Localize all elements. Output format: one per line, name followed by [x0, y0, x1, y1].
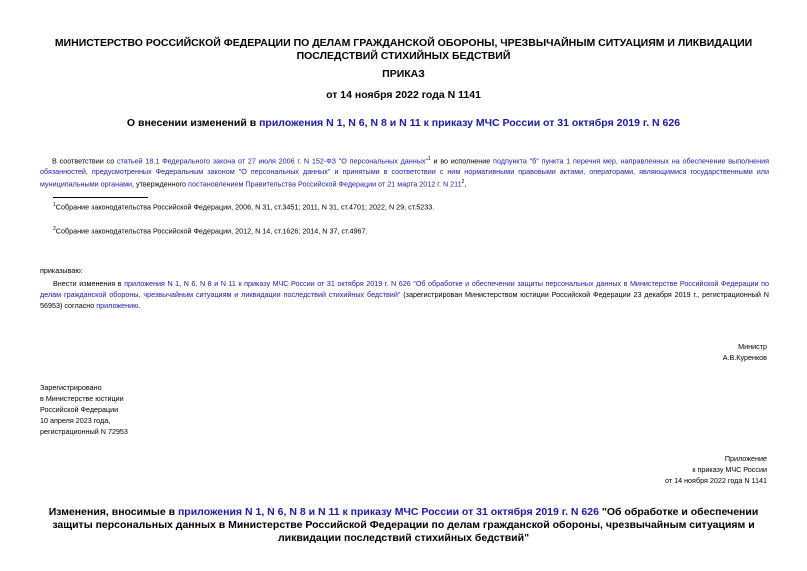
registration-line: Зарегистрировано — [40, 383, 102, 392]
footnote-1 — [53, 202, 434, 211]
preamble-text-3: , утвержденного — [132, 179, 189, 189]
order-link-appendix[interactable]: приложению — [96, 301, 139, 310]
order-paragraph — [40, 278, 769, 311]
preamble-text-2: и во исполнение — [430, 156, 494, 166]
registration-block — [40, 382, 128, 437]
preamble-text-4: , — [464, 179, 467, 189]
order-keyword: приказываю: — [40, 266, 83, 275]
footnote-2-text: Собрание законодательства Российской Федерации, 2012, N 14, ст.1626; 2014, N 37, ст.4967. — [55, 226, 368, 236]
appendix-line: от 14 ноября 2022 года N 1141 — [664, 476, 767, 485]
footnote-2-mark: 2 — [53, 226, 56, 232]
preamble-paragraph — [40, 154, 769, 190]
order-link-appendices[interactable]: приложения N 1, N 6, N 8 и N 11 к приказу МЧС России от 31 октября 2019 г. N 626 "Об обработке и обеспечении защиты персональных данных в Министерстве Российской Федерации по делам гражданской обороны, чрезвычайным ситуациям и ликвидации последствий стихийных бедствий" — [40, 279, 769, 299]
registration-line: регистрационный N 72953 — [40, 427, 128, 436]
order-text-3: . — [138, 301, 141, 310]
signature-title: Министр — [738, 342, 767, 351]
appendix-block — [665, 453, 767, 486]
footnote-2 — [53, 226, 368, 235]
changes-title-prefix: Изменения, вносимые в — [48, 506, 178, 518]
changes-title-link[interactable]: приложения N 1, N 6, N 8 и N 11 к приказу МЧС России от 31 октября 2019 г. N 626 — [177, 506, 599, 518]
document-subject — [0, 117, 807, 129]
preamble-link-subpoint[interactable]: подпункта "б" пункта 1 перечня мер, направленных на обеспечение выполнения обязанностей, предусмотренных Федеральным законом "О персональных данных" и принятыми в соответствии с ним нормативными правовыми актами, операторами, являющимися государственными или муниципальными органами — [40, 156, 769, 189]
document-date-number: от 14 ноября 2022 года N 1141 — [326, 89, 481, 101]
subject-prefix: О внесении изменений в — [126, 117, 260, 129]
changes-title — [45, 506, 762, 545]
footnote-1-text: Собрание законодательства Российской Федерации, 2006, N 31, ст.3451; 2011, N 31, ст.4701; 2022, N 29, ст.5233. — [55, 202, 435, 212]
preamble-link-resolution[interactable]: постановлением Правительства Российской Федерации от 21 марта 2012 г. N 211 — [188, 179, 462, 189]
appendix-line: Приложение — [724, 454, 767, 463]
footnote-ref-2[interactable]: 2 — [461, 179, 465, 186]
preamble-link-law[interactable]: статьей 18.1 Федерального закона от 27 июля 2006 г. N 152-ФЗ "О персональных данных" — [116, 156, 429, 166]
order-text-2: (зарегистрирован Министерством юстиции Российской Федерации 23 декабря 2019 г., регистрационный N 56953) согласно — [40, 290, 769, 310]
ministry-header: МИНИСТЕРСТВО РОССИЙСКОЙ ФЕДЕРАЦИИ ПО ДЕЛАМ ГРАЖДАНСКОЙ ОБОРОНЫ, ЧРЕЗВЫЧАЙНЫМ СИТУАЦИЯМ И ЛИКВИДАЦИИ ПОСЛЕДСТВИЙ СТИХИЙНЫХ БЕДСТВИЙ — [54, 37, 753, 62]
document-type: ПРИКАЗ — [382, 68, 425, 80]
registration-line: 10 апреля 2023 года, — [40, 416, 111, 425]
registration-line: Российской Федерации — [40, 405, 119, 414]
footnote-1-mark: 1 — [53, 202, 56, 208]
order-text-1: Внести изменения в — [53, 279, 125, 288]
footnote-divider — [53, 197, 148, 198]
signature-name: А.В.Куренков — [722, 353, 767, 362]
changes-title-suffix: "Об обработке и обеспечении защиты персональных данных в Министерстве Российской Федерации по делам гражданской обороны, чрезвычайным ситуациям и ликвидации последствий стихийных бедствий" — [52, 506, 759, 544]
footnote-ref-1[interactable]: 1 — [428, 156, 431, 162]
appendix-line: к приказу МЧС России — [692, 465, 767, 474]
preamble-text-1: В соответствии со — [52, 156, 117, 166]
registration-line: в Министерстве юстиции — [40, 394, 124, 403]
subject-link[interactable]: приложения N 1, N 6, N 8 и N 11 к приказу МЧС России от 31 октября 2019 г. N 626 — [259, 117, 681, 129]
